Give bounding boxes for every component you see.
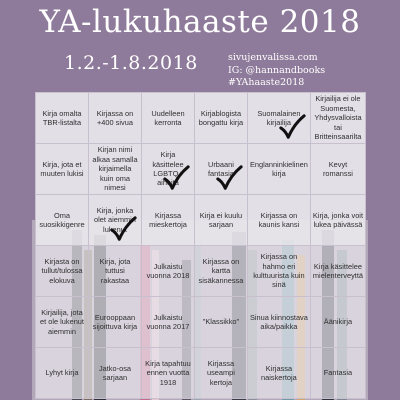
bingo-cell-label: Kirjasta on tullut/tulossa elokuva xyxy=(41,256,83,285)
bingo-cell xyxy=(89,144,142,195)
bingo-cell xyxy=(248,195,311,246)
bingo-cell xyxy=(142,297,195,348)
bingo-cell xyxy=(142,144,195,195)
bingo-cell-label: Kirja, jonka voit lukea päivässä xyxy=(312,210,364,229)
bingo-cell-label: Äänikirja xyxy=(323,317,353,327)
bingo-cell-label: Kirja omalta TBR-listalta xyxy=(42,108,82,127)
bingo-cell-label: Kirjassa on kaunis kansi xyxy=(258,210,300,229)
bingo-cell-label: Kirjailija, jota et ole lukenut aiemmin xyxy=(40,307,84,336)
bingo-cell-label: Kirjailija ei ole Suomesta, Yhdysvalloista tai Britteinsaarilta xyxy=(314,94,362,142)
bingo-cell-label: Julkaistu vuonna 2018 xyxy=(146,261,190,280)
bingo-cell xyxy=(248,348,311,399)
bingo-cell xyxy=(142,195,195,246)
bingo-cell xyxy=(142,93,195,144)
bingo-cell-label: Kirjassa mieskertoja xyxy=(149,210,187,229)
hashtag: #YAhaaste2018 xyxy=(228,77,305,88)
bingo-cell-label: Jatko-osa sarjaan xyxy=(98,363,131,382)
bingo-cell-label: Kevyt romanssi xyxy=(322,159,353,178)
bingo-cell xyxy=(36,93,89,144)
bingo-cell xyxy=(195,246,248,297)
bingo-cell-label: Kirjassa on hahmo eri kulttuurista kuin sinä xyxy=(253,252,305,290)
bingo-cell-label: Kirjan nimi alkaa samalla kirjaimella kuin oma nimesi xyxy=(92,145,138,193)
bingo-cell xyxy=(89,297,142,348)
bingo-cell xyxy=(311,144,366,195)
challenge-title: YA-lukuhaaste 2018 xyxy=(39,4,361,40)
bingo-cell xyxy=(89,195,142,246)
bingo-cell-label: Sinua kiinnostava aika/paikka xyxy=(249,312,308,331)
bingo-cell-label: Lyhyt kirja xyxy=(45,368,79,378)
bingo-cell xyxy=(311,195,366,246)
bingo-cell xyxy=(248,297,311,348)
bingo-cell xyxy=(89,246,142,297)
bingo-cell xyxy=(36,246,89,297)
bingo-cell-label: Kirja, jonka olet aiemmin lukenut xyxy=(94,205,136,234)
instagram-handle: IG: @hannandbooks xyxy=(228,64,326,76)
bingo-cell xyxy=(195,144,248,195)
bingo-cell xyxy=(36,195,89,246)
bingo-cell xyxy=(195,348,248,399)
bingo-cell xyxy=(36,144,89,195)
bingo-cell xyxy=(311,93,366,144)
bingo-cell xyxy=(195,297,248,348)
bingo-cell xyxy=(195,195,248,246)
bingo-cell xyxy=(311,246,366,297)
bingo-cell xyxy=(142,246,195,297)
bingo-cell-label: Kirjassa on +400 sivua xyxy=(96,108,134,127)
bingo-cell xyxy=(248,93,311,144)
bingo-cell-label: Kirjassa naiskertoja xyxy=(261,363,297,382)
bingo-cell-label: Kirjassa on kartta sisäkannessa xyxy=(198,256,244,285)
bingo-cell-label: Oma suosikkigenre xyxy=(39,210,85,229)
bingo-cell xyxy=(142,348,195,399)
bingo-cell-label: Kirja käsittelee LGBTQ+ aiheita xyxy=(152,150,184,188)
bingo-cell-label: Kirja, jota et muuten lukisi xyxy=(40,159,84,178)
bingo-cell-label: Kirjassa useampi kertoja xyxy=(206,358,235,387)
bingo-cell-label: Kirjablogista bongattu kirja xyxy=(198,108,244,127)
blog-url: sivujenvalissa.com xyxy=(228,52,318,63)
bingo-cell xyxy=(311,348,366,399)
bingo-cell-label: Urbaani fantasia xyxy=(208,159,234,178)
bingo-grid xyxy=(35,92,366,399)
bingo-cell xyxy=(248,144,311,195)
bingo-cell xyxy=(89,93,142,144)
bingo-cell-label: Kirja tapahtuu ennen vuotta 1918 xyxy=(145,358,191,387)
bingo-cell-label: Kirja ei kuulu sarjaan xyxy=(199,210,243,229)
bingo-cell-label: Kirja, jota tuttusi rakastaa xyxy=(99,256,131,285)
bingo-cell-label: Suomalainen kirjailija xyxy=(257,108,301,127)
bingo-cell-label: Kirja käsittelee mielenterveyttä xyxy=(312,261,364,280)
bingo-cell-label: Julkaistu vuonna 2017 xyxy=(146,312,190,331)
bingo-cell xyxy=(311,297,366,348)
bingo-cell-label: Eurooppaan sijoittuva kirja xyxy=(92,312,138,331)
bingo-cell xyxy=(36,297,89,348)
bingo-cell xyxy=(195,93,248,144)
bingo-cell-label: Uudelleen kerronta xyxy=(151,108,185,127)
bingo-cell xyxy=(89,348,142,399)
bingo-cell xyxy=(36,348,89,399)
bingo-cell xyxy=(248,246,311,297)
bingo-cell-label: "Klassikko" xyxy=(202,317,240,327)
social-handles xyxy=(228,52,325,90)
challenge-dates: 1.2.-1.8.2018 xyxy=(64,52,198,74)
bingo-cell-label: Englanninkielinen kirja xyxy=(249,159,308,178)
bingo-cell-label: Fantasia xyxy=(323,368,353,378)
